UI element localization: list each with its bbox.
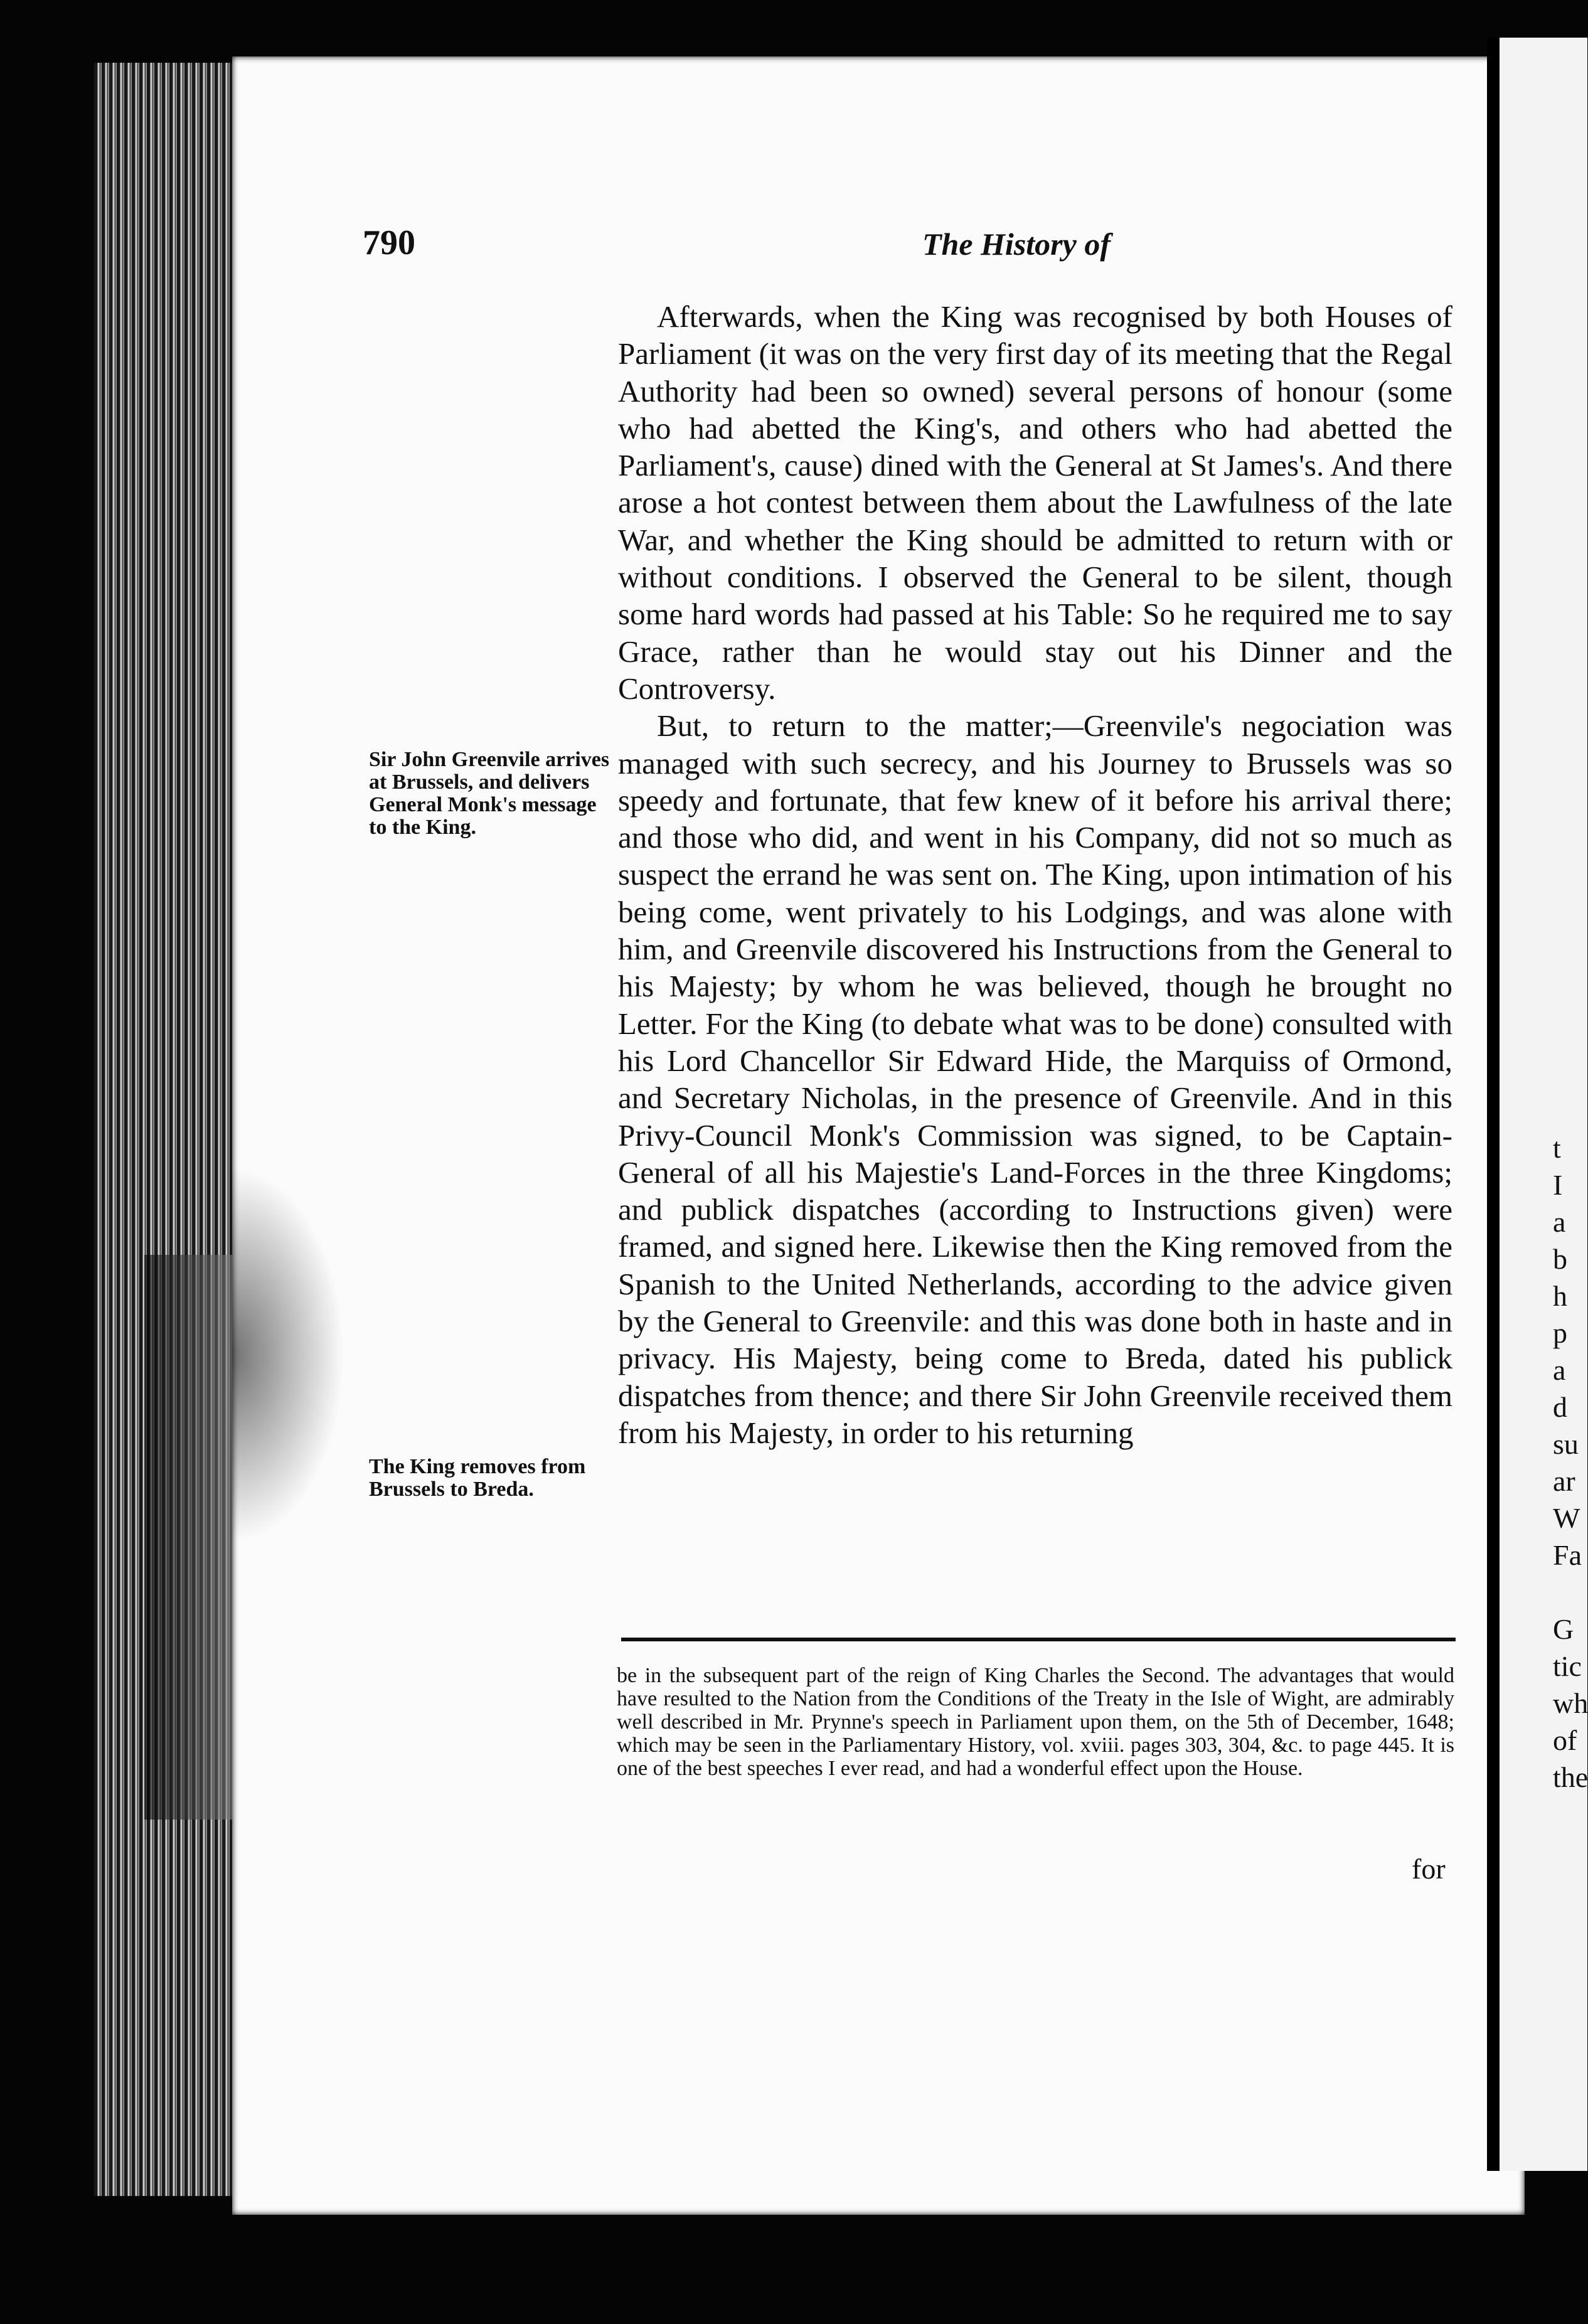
facing-page [1487,38,1587,2171]
page-number: 790 [363,223,415,262]
footnote-rule [621,1638,1456,1641]
catchword: for [1412,1853,1446,1885]
paragraph: But, to return to the matter;—Greenvile's negociation was managed with such secrecy, and his Journey to Brussels was so speedy and fortunate, that few knew of it before his arrival there; and those who did, and went in his Company, did not so much as suspect the errand he was sent on. The King, upon intimation of his being come, went privately to his Lodgings, and was alone with him, and Greenvile discovered his Instructions from the General to his Majesty; by whom he was believed, though he brought no Letter. For the King (to debate what was to be done) consulted with his Lord Chancellor Sir Edward Hide, the Marquiss of Ormond, and Secretary Nicholas, in the presence of Greenvile. And in this Privy-Council Monk's Commission was signed, to be Captain-General of all his Majestie's Land-Forces in the three Kingdoms; and publick dispatches (according to Instructions given) were framed, and signed here. Likewise then the King removed from the Spanish to the United Netherlands, according to the advice given by the General to Greenvile: and this was done both in haste and in privacy. His Majesty, being come to Breda, dated his publick dispatches from thence; and there Sir John Greenvile received them from his Majesty, in order to his returning [618,708,1452,1450]
page-edge-shadow [144,1255,238,1820]
page-stain [232,1167,345,1543]
paragraph: Afterwards, when the King was recognised by both Houses of Parliament (it was on the very first day of its meeting that the Regal Authority had been so owned) several persons of honour (some who had abetted the King's, and others who had abetted the Parliament's, cause) dined with the General at St James's. And there arose a hot contest between them about the Lawfulness of the late War, and whether the King should be admitted to return with or without conditions. I observed the General to be silent, though some hard words had passed at his Table: So he required me to say Grace, rather than he would stay out his Dinner and the Controversy. [618,299,1452,706]
footnote: be in the subsequent part of the reign of King Charles the Second. The advantages that would have resulted to the Nation from the Conditions of the Treaty in the Isle of Wight, are admirably well described in Mr. Prynne's speech in Parliament upon them, on the 5th of December, 1648; which may be seen in the Parliamentary History, vol. xviii. pages 303, 304, &c. to page 445. It is one of the best speeches I ever read, and had a wonderful effect upon the House. [617,1664,1454,1780]
margin-note-breda: The King removes from Brussels to Breda. [369,1455,586,1501]
margin-note-greenvile: Sir John Greenvile arrives at Brussels, and delivers General Monk's message to the King. [369,748,610,839]
page-edges [94,63,251,2196]
main-text [618,298,1452,1451]
facing-page-text: t I a b h p a d su ar W Fa G tic wh of the [1553,1132,1588,1793]
running-head: The History of [922,227,1111,262]
